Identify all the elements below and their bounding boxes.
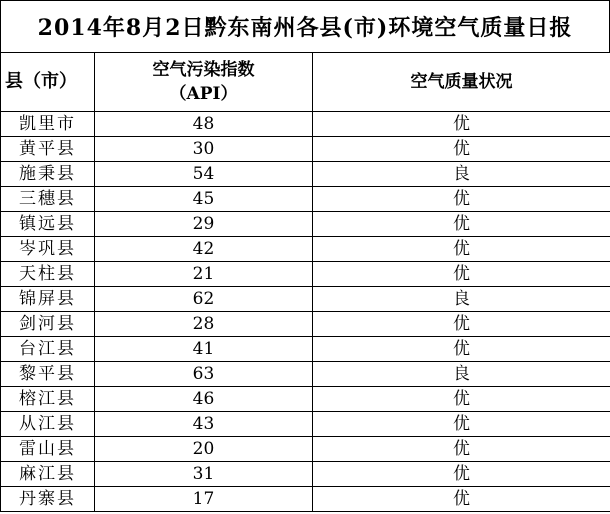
- table-row: [1, 362, 610, 387]
- status-cell: 优: [313, 337, 610, 362]
- table-row: [1, 162, 610, 187]
- status-cell: 优: [313, 412, 610, 437]
- api-header-line1: 空气污染指数: [152, 60, 255, 80]
- api-cell: 62: [95, 287, 313, 312]
- status-cell: 优: [313, 112, 610, 137]
- county-cell: 麻江县: [1, 462, 95, 487]
- status-cell: 优: [313, 462, 610, 487]
- table-row: [1, 487, 610, 512]
- table-row: [1, 287, 610, 312]
- api-cell: 45: [95, 187, 313, 212]
- api-cell: 31: [95, 462, 313, 487]
- county-cell: 雷山县: [1, 437, 95, 462]
- api-cell: 30: [95, 137, 313, 162]
- status-cell: 优: [313, 437, 610, 462]
- county-cell: 凯里市: [1, 112, 95, 137]
- api-cell: 54: [95, 162, 313, 187]
- table-row: [1, 387, 610, 412]
- api-cell: 48: [95, 112, 313, 137]
- api-cell: 20: [95, 437, 313, 462]
- table-row: [1, 312, 610, 337]
- table-row: [1, 137, 610, 162]
- county-cell: 丹寨县: [1, 487, 95, 512]
- status-column-header: 空气质量状况: [313, 53, 610, 112]
- status-cell: 优: [313, 237, 610, 262]
- county-cell: 黎平县: [1, 362, 95, 387]
- table-row: [1, 212, 610, 237]
- table-row: [1, 187, 610, 212]
- county-cell: 三穗县: [1, 187, 95, 212]
- api-cell: 41: [95, 337, 313, 362]
- status-cell: 优: [313, 212, 610, 237]
- table-row: [1, 237, 610, 262]
- api-cell: 43: [95, 412, 313, 437]
- api-cell: 63: [95, 362, 313, 387]
- county-cell: 岑巩县: [1, 237, 95, 262]
- status-cell: 良: [313, 162, 610, 187]
- table-row: [1, 337, 610, 362]
- table-row: [1, 112, 610, 137]
- api-cell: 29: [95, 212, 313, 237]
- api-cell: 21: [95, 262, 313, 287]
- county-cell: 施秉县: [1, 162, 95, 187]
- county-cell: 天柱县: [1, 262, 95, 287]
- county-cell: 黄平县: [1, 137, 95, 162]
- county-cell: 从江县: [1, 412, 95, 437]
- county-cell: 剑河县: [1, 312, 95, 337]
- air-quality-table: [0, 52, 610, 512]
- api-cell: 46: [95, 387, 313, 412]
- table-row: [1, 437, 610, 462]
- api-header-line2: （API）: [169, 84, 238, 104]
- table-row: [1, 462, 610, 487]
- table-row: [1, 412, 610, 437]
- header-row: [1, 53, 610, 112]
- county-cell: 榕江县: [1, 387, 95, 412]
- county-cell: 镇远县: [1, 212, 95, 237]
- report-title: 2014年8月2日黔东南州各县(市)环境空气质量日报: [0, 0, 610, 52]
- county-cell: 锦屏县: [1, 287, 95, 312]
- api-column-header: [95, 53, 313, 112]
- table-row: [1, 262, 610, 287]
- status-cell: 优: [313, 137, 610, 162]
- status-cell: 优: [313, 187, 610, 212]
- api-cell: 17: [95, 487, 313, 512]
- status-cell: 优: [313, 387, 610, 412]
- status-cell: 优: [313, 262, 610, 287]
- status-cell: 良: [313, 362, 610, 387]
- status-cell: 良: [313, 287, 610, 312]
- status-cell: 优: [313, 487, 610, 512]
- county-column-header: 县（市）: [1, 53, 95, 112]
- api-cell: 28: [95, 312, 313, 337]
- county-cell: 台江县: [1, 337, 95, 362]
- api-cell: 42: [95, 237, 313, 262]
- status-cell: 优: [313, 312, 610, 337]
